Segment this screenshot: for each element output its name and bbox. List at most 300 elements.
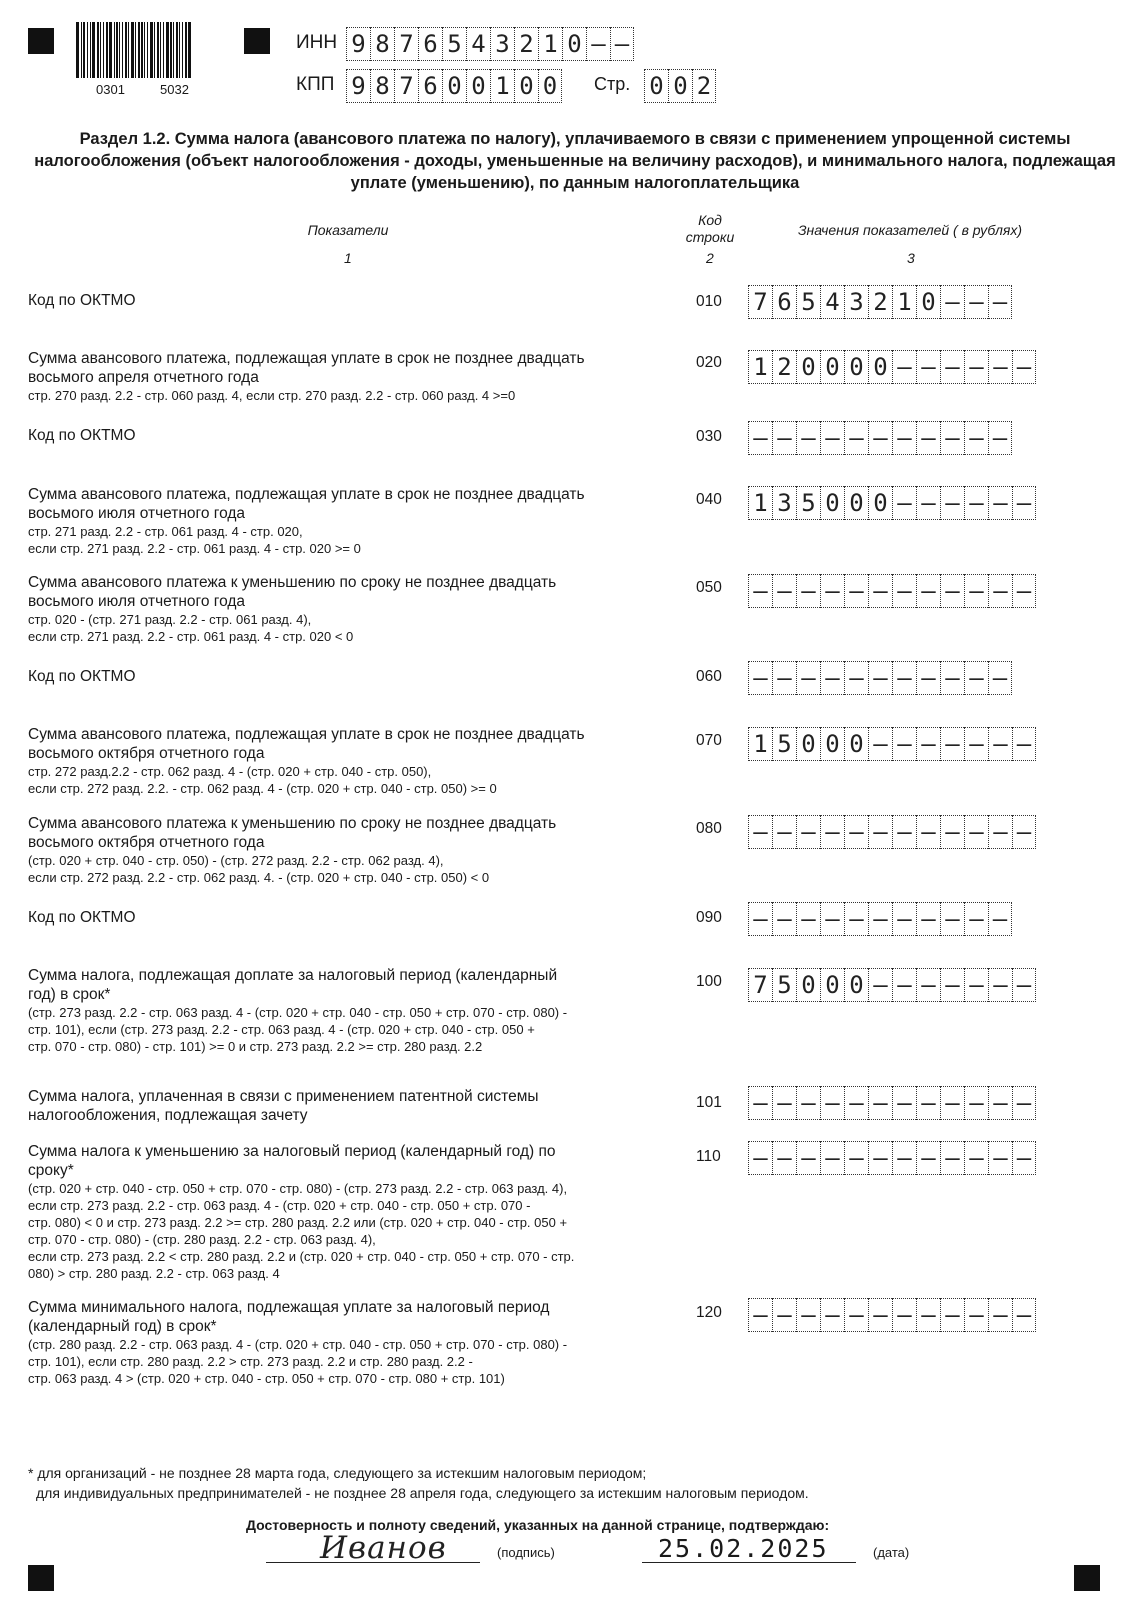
value-cell: –	[796, 574, 820, 608]
value-cell: 0	[916, 285, 940, 319]
row-label-text: Сумма авансового платежа к уменьшению по сроку не позднее двадцать восьмого октября отчетного года	[28, 815, 557, 851]
value-cell: –	[796, 1086, 820, 1120]
barcode-bar	[114, 22, 115, 78]
value-cell: –	[988, 486, 1012, 520]
value-cell: 0	[844, 350, 868, 384]
barcode-bar	[103, 22, 104, 78]
row-formula-line: стр. 101), если стр. 280 разд. 2.2 > стр. 273 разд. 2.2 и стр. 280 разд. 2.2 -	[28, 1354, 473, 1369]
row-070-value-cells	[748, 727, 1036, 761]
value-cell: –	[796, 1141, 820, 1175]
row-code: 070	[696, 732, 722, 749]
barcode-bar	[173, 22, 174, 78]
value-cell: –	[916, 1141, 940, 1175]
confirmation-text: Достоверность и полноту сведений, указанных на данной странице, подтверждаю:	[246, 1517, 830, 1533]
row-formula-line: стр. 272 разд.2.2 - стр. 062 разд. 4 - (стр. 020 + стр. 040 - стр. 050),	[28, 764, 432, 779]
row-formula-line: стр. 020 - (стр. 271 разд. 2.2 - стр. 061 разд. 4),	[28, 612, 312, 627]
row-label-text: Сумма минимального налога, подлежащая уплате за налоговый период (календарный год) в срок*	[28, 1299, 550, 1335]
value-cell: –	[892, 421, 916, 455]
value-cell: –	[796, 1298, 820, 1332]
value-cell: –	[844, 1141, 868, 1175]
column-header-code	[670, 212, 750, 246]
value-cell: –	[940, 968, 964, 1002]
value-cell: –	[892, 350, 916, 384]
value-cell: 1	[748, 727, 772, 761]
row-020-label	[28, 349, 678, 404]
value-cell: 5	[796, 486, 820, 520]
barcode-bar	[109, 22, 112, 78]
row-050-value-cells	[748, 574, 1036, 608]
row-formula-line: если стр. 273 разд. 2.2 < стр. 280 разд. 2.2 и (стр. 020 + стр. 040 - стр. 050 + стр. 070 - стр.	[28, 1249, 575, 1264]
barcode-bar	[119, 22, 120, 78]
value-cell: –	[940, 902, 964, 936]
value-cell: –	[1012, 1298, 1036, 1332]
barcode-bar	[138, 22, 140, 78]
value-cell: –	[892, 1298, 916, 1332]
column-number-2: 2	[706, 250, 714, 266]
value-cell: –	[796, 661, 820, 695]
value-cell: 8	[370, 69, 394, 103]
row-formula-line: стр. 070 - стр. 080) - (стр. 280 разд. 2.2 - стр. 063 разд. 4),	[28, 1232, 376, 1247]
value-cell: 2	[868, 285, 892, 319]
row-label-text: Сумма авансового платежа, подлежащая уплате в срок не позднее двадцать восьмого октября отчетного года	[28, 726, 585, 762]
value-cell: –	[820, 1086, 844, 1120]
value-cell: 0	[868, 486, 892, 520]
value-cell: –	[964, 574, 988, 608]
barcode-bar	[176, 22, 178, 78]
value-cell: –	[868, 968, 892, 1002]
value-cell: –	[772, 1086, 796, 1120]
value-cell: –	[748, 902, 772, 936]
value-cell: –	[820, 1141, 844, 1175]
row-code: 010	[696, 293, 722, 310]
value-cell: –	[916, 1298, 940, 1332]
row-formula-line: если стр. 272 разд. 2.2. - стр. 062 разд. 4 - (стр. 020 + стр. 040 - стр. 050) >= 0	[28, 781, 497, 796]
row-030-label	[28, 426, 678, 445]
row-101-value-cells	[748, 1086, 1036, 1120]
value-cell: –	[916, 902, 940, 936]
value-cell: –	[772, 421, 796, 455]
value-cell: –	[748, 574, 772, 608]
row-formula-line: если стр. 271 разд. 2.2 - стр. 061 разд. 4 - стр. 020 >= 0	[28, 541, 361, 556]
value-cell: –	[916, 661, 940, 695]
barcode	[76, 22, 202, 78]
barcode-bar	[92, 22, 95, 78]
row-110-label	[28, 1142, 678, 1282]
row-label-text: Код по ОКТМО	[28, 427, 136, 444]
value-cell: 2	[772, 350, 796, 384]
page-label: Стр.	[594, 74, 631, 94]
value-cell: –	[988, 1086, 1012, 1120]
row-code: 020	[696, 354, 722, 371]
value-cell: 6	[418, 27, 442, 61]
value-cell: –	[796, 421, 820, 455]
value-cell: –	[964, 1141, 988, 1175]
row-060-label	[28, 667, 678, 686]
barcode-bar	[87, 22, 88, 78]
value-cell: –	[796, 815, 820, 849]
row-code: 090	[696, 909, 722, 926]
row-formula-line: (стр. 273 разд. 2.2 - стр. 063 разд. 4 - (стр. 020 + стр. 040 - стр. 050 + стр. 070 - стр. 080) -	[28, 1005, 568, 1020]
value-cell: 6	[418, 69, 442, 103]
value-cell: –	[964, 727, 988, 761]
row-120-label	[28, 1298, 678, 1387]
row-120-value-cells	[748, 1298, 1036, 1332]
value-cell: –	[916, 574, 940, 608]
row-formula-line: (стр. 280 разд. 2.2 - стр. 063 разд. 4 - (стр. 020 + стр. 040 - стр. 050 + стр. 070 - стр. 080) -	[28, 1337, 568, 1352]
barcode-bar	[147, 22, 148, 78]
barcode-bar	[160, 22, 161, 78]
value-cell: 6	[772, 285, 796, 319]
barcode-bar	[166, 22, 169, 78]
value-cell: –	[940, 486, 964, 520]
row-code: 080	[696, 820, 722, 837]
barcode-bar	[144, 22, 145, 78]
row-label-text: Сумма авансового платежа, подлежащая уплате в срок не позднее двадцать восьмого июля отчетного года	[28, 486, 585, 522]
value-cell: –	[820, 574, 844, 608]
row-formula-line: стр. 080) < 0 и стр. 273 разд. 2.2 >= стр. 280 разд. 2.2 или (стр. 020 + стр. 040 - стр. 050 +	[28, 1215, 568, 1230]
page-cells	[644, 69, 716, 103]
row-formula-line: если стр. 273 разд. 2.2 - стр. 063 разд. 4 - (стр. 020 + стр. 040 - стр. 050 + стр. 070 -	[28, 1198, 531, 1213]
barcode-bar	[157, 22, 159, 78]
value-cell: –	[820, 902, 844, 936]
value-cell: –	[892, 1141, 916, 1175]
value-cell: –	[892, 486, 916, 520]
value-cell: 0	[820, 350, 844, 384]
value-cell: 9	[346, 69, 370, 103]
value-cell: 5	[442, 27, 466, 61]
value-cell: –	[1012, 727, 1036, 761]
value-cell: –	[916, 1086, 940, 1120]
row-040-value-cells	[748, 486, 1036, 520]
barcode-number-right: 5032	[160, 82, 189, 97]
value-cell: –	[940, 350, 964, 384]
value-cell: –	[964, 1298, 988, 1332]
barcode-bar	[188, 22, 191, 78]
value-cell: –	[988, 902, 1012, 936]
value-cell: –	[868, 815, 892, 849]
value-cell: –	[748, 421, 772, 455]
value-cell: –	[868, 902, 892, 936]
value-cell: –	[868, 574, 892, 608]
footnote	[28, 1463, 809, 1503]
value-cell: –	[892, 727, 916, 761]
value-cell: 3	[844, 285, 868, 319]
value-cell: –	[916, 727, 940, 761]
value-cell: –	[772, 1298, 796, 1332]
value-cell: –	[988, 1141, 1012, 1175]
value-cell: –	[988, 350, 1012, 384]
footnote-line-1: * для организаций - не позднее 28 марта года, следующего за истекшим налоговым периодом;	[28, 1465, 647, 1481]
value-cell: –	[748, 1298, 772, 1332]
column-header-values: Значения показателей ( в рублях)	[797, 222, 1023, 238]
footnote-line-2: для индивидуальных предпринимателей - не позднее 28 апреля года, следующего за истекшим налоговым периодом.	[36, 1485, 809, 1501]
value-cell: 7	[394, 69, 418, 103]
value-cell: –	[988, 661, 1012, 695]
inn-cells	[346, 27, 634, 61]
value-cell: –	[892, 968, 916, 1002]
value-cell: 0	[538, 69, 562, 103]
value-cell: –	[916, 968, 940, 1002]
value-cell: –	[964, 661, 988, 695]
date-caption: (дата)	[873, 1545, 910, 1560]
value-cell: –	[844, 661, 868, 695]
value-cell: 5	[772, 727, 796, 761]
row-label-text: Сумма налога, уплаченная в связи с применением патентной системы налогообложения, подлежащая зачету	[28, 1088, 539, 1124]
value-cell: –	[940, 1298, 964, 1332]
value-cell: –	[868, 421, 892, 455]
value-cell: 0	[562, 27, 586, 61]
value-cell: –	[964, 1086, 988, 1120]
value-cell: –	[868, 1141, 892, 1175]
value-cell: 1	[538, 27, 562, 61]
value-cell: 0	[844, 727, 868, 761]
value-cell: –	[988, 421, 1012, 455]
value-cell: –	[844, 1086, 868, 1120]
row-060-value-cells	[748, 661, 1012, 695]
corner-marker-bottom-right	[1074, 1565, 1100, 1591]
column-header-indicators: Показатели	[307, 222, 389, 238]
barcode-bar	[170, 22, 172, 78]
value-cell: –	[892, 574, 916, 608]
value-cell: 0	[868, 350, 892, 384]
value-cell: –	[964, 421, 988, 455]
value-cell: –	[964, 815, 988, 849]
value-cell: –	[988, 574, 1012, 608]
value-cell: –	[748, 661, 772, 695]
value-cell: 0	[796, 968, 820, 1002]
barcode-bar	[182, 22, 183, 78]
value-cell: –	[964, 968, 988, 1002]
barcode-bar	[154, 22, 155, 78]
value-cell: 0	[820, 968, 844, 1002]
value-cell: –	[988, 727, 1012, 761]
barcode-bar	[179, 22, 180, 78]
column-header-code-line1: Код	[698, 212, 722, 228]
value-cell: –	[892, 661, 916, 695]
row-code: 110	[696, 1148, 721, 1165]
value-cell: –	[892, 902, 916, 936]
value-cell: –	[964, 902, 988, 936]
row-label-text: Сумма авансового платежа к уменьшению по сроку не позднее двадцать восьмого июля отчетного года	[28, 574, 557, 610]
value-cell: 9	[346, 27, 370, 61]
row-code: 050	[696, 579, 722, 596]
value-cell: 1	[748, 350, 772, 384]
corner-marker-top-right	[244, 28, 270, 54]
barcode-bar	[116, 22, 118, 78]
barcode-bar	[128, 22, 129, 78]
value-cell: 0	[668, 69, 692, 103]
value-cell: –	[940, 421, 964, 455]
kpp-cells	[346, 69, 562, 103]
row-040-label	[28, 485, 678, 557]
value-cell: –	[868, 1086, 892, 1120]
section-title: Раздел 1.2. Сумма налога (авансового платежа по налогу), уплачиваемого в связи с применением упрощенной системы налогообложения (объект налогообложения - доходы, уменьшенные на величину расходов), и минимального налога, подлежащая уплате (уменьшению), по данным налогоплательщика	[34, 130, 1116, 192]
value-cell: 2	[514, 27, 538, 61]
row-050-label	[28, 573, 678, 645]
barcode-bar	[125, 22, 127, 78]
barcode-bar	[163, 22, 164, 78]
row-code: 100	[696, 973, 722, 990]
value-cell: –	[868, 727, 892, 761]
barcode-bar	[97, 22, 99, 78]
value-cell: 5	[796, 285, 820, 319]
value-cell: 0	[514, 69, 538, 103]
value-cell: 0	[844, 968, 868, 1002]
value-cell: 0	[466, 69, 490, 103]
row-070-label	[28, 725, 678, 797]
value-cell: –	[748, 1141, 772, 1175]
value-cell: 4	[466, 27, 490, 61]
value-cell: 3	[490, 27, 514, 61]
value-cell: –	[892, 1086, 916, 1120]
column-number-1: 1	[344, 250, 352, 266]
value-cell: –	[844, 421, 868, 455]
row-100-value-cells	[748, 968, 1036, 1002]
value-cell: –	[868, 661, 892, 695]
value-cell: 0	[442, 69, 466, 103]
value-cell: –	[772, 1141, 796, 1175]
column-number-3: 3	[907, 250, 915, 266]
row-formula-line: (стр. 020 + стр. 040 - стр. 050) - (стр. 272 разд. 2.2 - стр. 062 разд. 4),	[28, 853, 444, 868]
value-cell: –	[940, 661, 964, 695]
value-cell: –	[844, 1298, 868, 1332]
row-090-label	[28, 908, 678, 927]
value-cell: –	[1012, 574, 1036, 608]
row-code: 120	[696, 1304, 722, 1321]
row-label-text: Сумма авансового платежа, подлежащая уплате в срок не позднее двадцать восьмого апреля отчетного года	[28, 350, 585, 386]
row-100-label	[28, 966, 678, 1055]
row-formula-line: 080) > стр. 280 разд. 2.2 - стр. 063 разд. 4	[28, 1266, 280, 1281]
barcode-bar	[185, 22, 187, 78]
value-cell: 1	[892, 285, 916, 319]
barcode-bar	[141, 22, 143, 78]
value-cell: –	[796, 902, 820, 936]
row-code: 030	[696, 428, 722, 445]
value-cell: –	[772, 815, 796, 849]
row-code: 060	[696, 668, 722, 685]
value-cell: –	[748, 1086, 772, 1120]
value-cell: –	[916, 486, 940, 520]
row-formula-line: стр. 070 - стр. 080) - стр. 101) >= 0 и стр. 273 разд. 2.2 >= стр. 280 разд. 2.2	[28, 1039, 483, 1054]
value-cell: –	[1012, 968, 1036, 1002]
barcode-bar	[150, 22, 153, 78]
value-cell: 8	[370, 27, 394, 61]
row-formula-line: если стр. 271 разд. 2.2 - стр. 061 разд. 4 - стр. 020 < 0	[28, 629, 354, 644]
value-cell: –	[610, 27, 634, 61]
row-formula-line: (стр. 020 + стр. 040 - стр. 050 + стр. 070 - стр. 080) - (стр. 273 разд. 2.2 - стр. 063 разд. 4),	[28, 1181, 568, 1196]
value-cell: –	[988, 1298, 1012, 1332]
column-header-code-line2: строки	[685, 229, 735, 245]
value-cell: 0	[844, 486, 868, 520]
value-cell: 7	[394, 27, 418, 61]
value-cell: –	[772, 574, 796, 608]
value-cell: –	[820, 421, 844, 455]
barcode-bar	[100, 22, 101, 78]
row-formula-line: стр. 271 разд. 2.2 - стр. 061 разд. 4 - стр. 020,	[28, 524, 303, 539]
value-cell: –	[1012, 1086, 1036, 1120]
row-formula-line: если стр. 272 разд. 2.2 - стр. 062 разд. 4. - (стр. 020 + стр. 040 - стр. 050) < 0	[28, 870, 490, 885]
signature-caption: (подпись)	[497, 1545, 555, 1560]
value-cell: –	[844, 815, 868, 849]
row-label-text: Сумма налога, подлежащая доплате за налоговый период (календарный год) в срок*	[28, 967, 558, 1003]
row-080-label	[28, 814, 678, 886]
barcode-bar	[135, 22, 136, 78]
row-010-label	[28, 291, 678, 310]
row-010-value-cells	[748, 285, 1012, 319]
value-cell: 2	[692, 69, 716, 103]
row-code: 101	[696, 1094, 722, 1111]
value-cell: 0	[796, 727, 820, 761]
value-cell: –	[940, 1141, 964, 1175]
value-cell: 4	[820, 285, 844, 319]
value-cell: –	[988, 285, 1012, 319]
value-cell: –	[772, 902, 796, 936]
value-cell: –	[844, 574, 868, 608]
row-formula-line: стр. 063 разд. 4 > (стр. 020 + стр. 040 - стр. 050 + стр. 070 - стр. 080 + стр. 101)	[28, 1371, 505, 1386]
value-cell: –	[586, 27, 610, 61]
barcode-bar	[106, 22, 108, 78]
barcode-bar	[83, 22, 85, 78]
value-cell: 7	[748, 285, 772, 319]
barcode-number-left: 0301	[96, 82, 125, 97]
corner-marker-bottom-left	[28, 1565, 54, 1591]
value-cell: –	[1012, 1141, 1036, 1175]
row-formula-line: стр. 101), если (стр. 273 разд. 2.2 - стр. 063 разд. 4 - (стр. 020 + стр. 040 - стр. 050 +	[28, 1022, 535, 1037]
value-cell: –	[1012, 486, 1036, 520]
row-label-text: Сумма налога к уменьшению за налоговый период (календарный год) по сроку*	[28, 1143, 556, 1179]
value-cell: 1	[748, 486, 772, 520]
value-cell: –	[940, 1086, 964, 1120]
row-080-value-cells	[748, 815, 1036, 849]
value-cell: 0	[820, 727, 844, 761]
corner-marker-top-left	[28, 28, 54, 54]
value-cell: –	[940, 815, 964, 849]
row-020-value-cells	[748, 350, 1036, 384]
value-cell: –	[940, 727, 964, 761]
value-cell: –	[940, 574, 964, 608]
value-cell: 1	[490, 69, 514, 103]
barcode-bar	[76, 22, 79, 78]
kpp-label: КПП	[296, 74, 335, 95]
value-cell: –	[940, 285, 964, 319]
value-cell: 5	[772, 968, 796, 1002]
value-cell: –	[916, 421, 940, 455]
value-cell: –	[772, 661, 796, 695]
value-cell: –	[892, 815, 916, 849]
value-cell: –	[748, 815, 772, 849]
barcode-bar	[81, 22, 82, 78]
value-cell: –	[820, 1298, 844, 1332]
row-label-text: Код по ОКТМО	[28, 909, 136, 926]
value-cell: –	[964, 285, 988, 319]
value-cell: 7	[748, 968, 772, 1002]
barcode-bar	[90, 22, 91, 78]
value-cell: –	[1012, 815, 1036, 849]
row-label-text: Код по ОКТМО	[28, 292, 136, 309]
date-value: 25.02.2025	[658, 1534, 829, 1563]
value-cell: 0	[644, 69, 668, 103]
row-030-value-cells	[748, 421, 1012, 455]
value-cell: 0	[820, 486, 844, 520]
barcode-bar	[122, 22, 123, 78]
value-cell: –	[916, 815, 940, 849]
inn-label: ИНН	[296, 32, 338, 53]
row-110-value-cells	[748, 1141, 1036, 1175]
value-cell: –	[916, 350, 940, 384]
row-formula-line: стр. 270 разд. 2.2 - стр. 060 разд. 4, если стр. 270 разд. 2.2 - стр. 060 разд. 4 >=0	[28, 388, 516, 403]
value-cell: –	[1012, 350, 1036, 384]
value-cell: –	[820, 661, 844, 695]
